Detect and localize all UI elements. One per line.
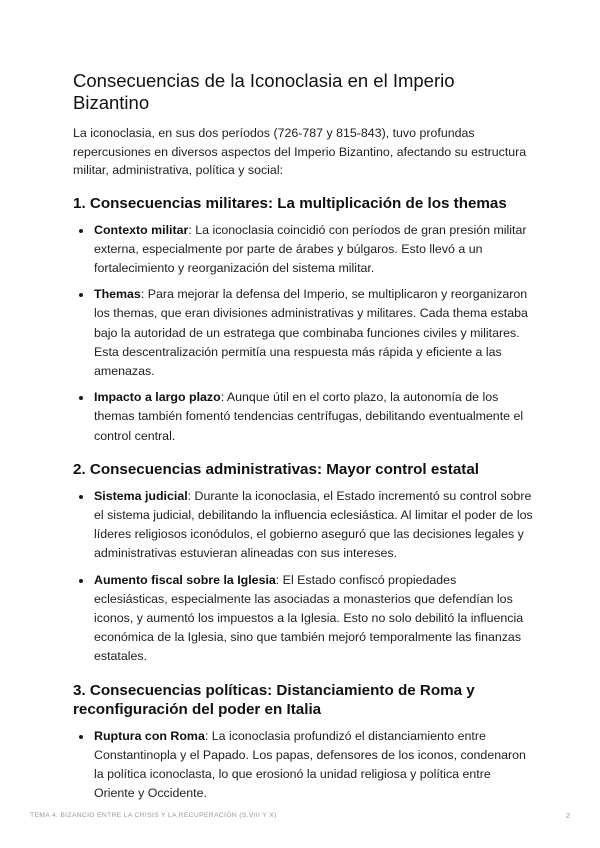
list-item — [73, 285, 533, 381]
item-term: Themas — [94, 287, 141, 302]
item-term: Impacto a largo plazo — [94, 390, 221, 405]
item-text: : Para mejorar la defensa del Imperio, se multiplicaron y reorganizaron los themas, que eran divisiones administrativas y militares. Cada thema estaba bajo la autoridad de un estratega que combinaba funciones civiles y militares. Esta descentralización permitía una respuesta más rápida y eficiente a las amenazas. — [94, 287, 528, 378]
section-political — [73, 681, 533, 804]
item-text: : Durante la iconoclasia, el Estado incrementó su control sobre el sistema judicial, debilitando la influencia eclesiástica. Al limitar el poder de los líderes religiosos iconódulos, el gobierno aseguró que las decisiones legales y administrativas estuvieran alineadas con sus intereses. — [94, 488, 533, 561]
item-text: : Aunque útil en el corto plazo, la autonomía de los themas también fomentó tendencias centrífugas, debilitando eventualmente el control central. — [94, 390, 524, 443]
list-item — [73, 388, 533, 446]
section-administrative — [73, 460, 533, 667]
item-term: Contexto militar — [94, 222, 189, 237]
intro-paragraph: La iconoclasia, en sus dos períodos (726-787 y 815-843), tuvo profundas repercusiones en diversos aspectos del Imperio Bizantino, afectando su estructura militar, administrativa, política y social: — [73, 126, 527, 177]
item-text: : El Estado confiscó propiedades eclesiásticas, especialmente las asociadas a monasterios que defendían los iconos, y aumentó los impuestos a la Iglesia. Esto no solo debilitó la influencia económica de la Iglesia, sino que también mejoró temporalmente las finanzas estatales. — [94, 572, 524, 664]
item-text: : La iconoclasia coincidió con períodos de gran presión militar externa, especialmente por parte de árabes y búlgaros. Esto llevó a un fortalecimiento y reorganización del sistema militar. — [94, 222, 527, 275]
list-item — [73, 727, 533, 804]
footer-chapter-title: TEMA 4: BIZANCIO ENTRE LA CRISIS Y LA RECUPERACIÓN (S.VIII Y X) — [30, 812, 277, 819]
section-military — [73, 194, 533, 446]
page-title: Consecuencias de la Iconoclasia en el Imperio Bizantino — [73, 70, 455, 113]
list-item — [73, 487, 533, 564]
list-item — [73, 221, 533, 279]
page-number: 2 — [565, 811, 570, 820]
section-heading: 3. Consecuencias políticas: Distanciamiento de Roma y reconfiguración del poder en Italia — [73, 681, 475, 718]
item-text: : La iconoclasia profundizó el distanciamiento entre Constantinopla y el Papado. Los papas, defensores de los iconos, condenaron la política iconoclasta, lo que erosionó la unidad religiosa y política entre Oriente y Occidente. — [94, 728, 526, 801]
document-body — [73, 70, 533, 817]
section-heading: 1. Consecuencias militares: La multiplicación de los themas — [73, 194, 507, 212]
bullet-list — [73, 727, 533, 804]
item-term: Aumento fiscal sobre la Iglesia — [94, 572, 276, 587]
section-heading: 2. Consecuencias administrativas: Mayor control estatal — [73, 460, 479, 478]
bullet-list — [73, 221, 533, 446]
item-term: Sistema judicial — [94, 488, 188, 503]
item-term: Ruptura con Roma — [94, 728, 205, 743]
list-item — [73, 571, 533, 667]
bullet-list — [73, 487, 533, 667]
